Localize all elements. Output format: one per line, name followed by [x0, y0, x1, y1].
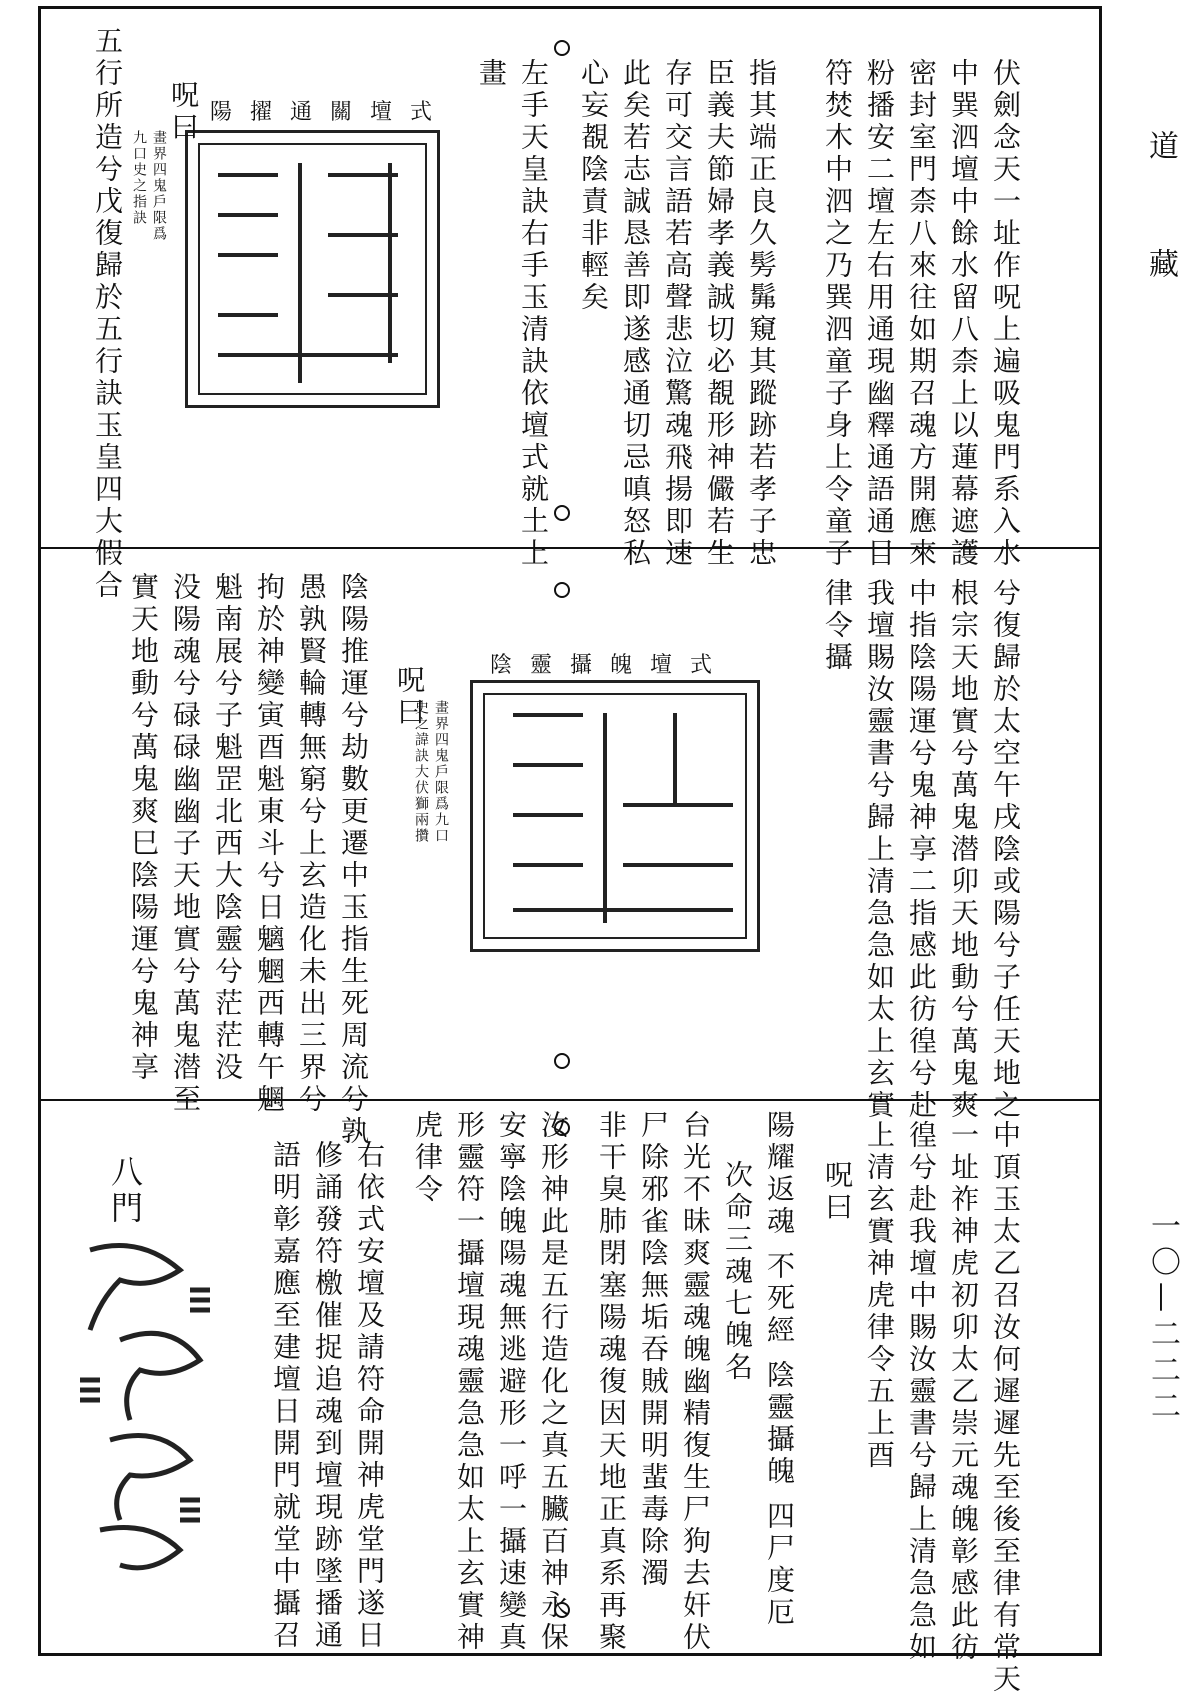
- small-annotation: 九口史之指訣: [131, 130, 147, 226]
- text-column: 符焚木中泗之乃巽泗童子身上令童子: [821, 58, 854, 570]
- text-column: 存可交言語若高聲悲泣驚魂飛揚即速: [661, 58, 694, 570]
- text-column: 上清玄實神虎律令五上酉: [863, 1120, 896, 1472]
- talisman-seal-yang: [185, 130, 440, 408]
- text-column: 實天地動兮萬鬼爽巳陰陽運兮鬼神享: [127, 572, 160, 1084]
- text-column: 中頂玉太乙召汝何遲遲先至後至律有常天: [989, 1120, 1022, 1696]
- divider-top: [41, 547, 1099, 549]
- text-column: 非干臭肺閉塞陽魂復因天地正真系再聚: [595, 1110, 628, 1654]
- text-column: 陽耀返魂 不死經 陰靈攝魄 四尸度厄: [763, 1110, 796, 1629]
- text-column: 徨兮赴我壇中賜汝靈書兮歸上清急急如: [905, 1120, 938, 1664]
- bagua-talisman-icon: [60, 1230, 230, 1590]
- text-column: 粉播安二壇左右用通現幽釋通語通目: [863, 58, 896, 570]
- text-column: 次命三魂七魄名: [721, 1160, 754, 1384]
- text-column: 根宗天地實兮萬鬼潜卯天地動兮萬鬼爽: [947, 578, 980, 1122]
- text-column: 五行所造兮戊復歸於五行訣玉皇四大假合: [91, 26, 124, 602]
- small-annotation: 史之諱訣大伏獅兩攢: [413, 700, 429, 844]
- circle-mark: [554, 1053, 570, 1069]
- page-number: 一〇—二二二: [1145, 1210, 1180, 1426]
- talisman-seal-yin: [470, 680, 760, 952]
- text-column: 呪曰: [393, 665, 426, 729]
- text-column: 臣義夫節婦孝義誠切必覩形神儼若生: [703, 58, 736, 570]
- text-column: 汝形神此是五行造化之真五臟百神永保: [537, 1110, 570, 1654]
- text-column: 心妄覩陰責非輕矣: [577, 58, 610, 314]
- text-column: 左手天皇訣右手玉清訣依壇式就土上: [517, 58, 550, 570]
- seal-title: 陰靈攝魄壇式: [490, 653, 731, 678]
- text-column: 畫: [475, 58, 508, 90]
- text-column: 我壇賜汝靈書兮歸上清急急如太上玄實: [863, 578, 896, 1122]
- circle-mark: [554, 582, 570, 598]
- text-column: 台光不昧爽靈魂魄幽精復生尸狗去奸伏: [679, 1110, 712, 1654]
- text-column: 律令攝: [821, 578, 854, 674]
- text-column: 愚孰賢輪轉無窮兮上玄造化未出三界兮: [295, 572, 328, 1116]
- text-column: 一址祚神虎初卯太乙崇元魂魄彰感此彷: [947, 1120, 980, 1664]
- text-column: 中巽泗壇中餘水留八柰上以蓮幕遮護: [947, 58, 980, 570]
- text-column: 陰陽推運兮劫數更遷中玉指生死周流兮孰: [337, 572, 370, 1148]
- small-annotation: 畫界四鬼戶限爲九口: [433, 700, 449, 844]
- text-column: 八門: [106, 1155, 144, 1227]
- margin-title-dao: 道: [1143, 130, 1178, 170]
- text-column: 右依式安壇及請符命開神虎堂門遂日: [353, 1140, 386, 1652]
- text-column: 形靈符一攝壇現魂靈急急如太上玄實神: [453, 1110, 486, 1654]
- text-column: 兮復歸於太空午戌陰或陽兮子任天地之: [989, 578, 1022, 1122]
- text-column: 安寧陰魄陽魂無逃避形一呼一攝速變真: [495, 1110, 528, 1654]
- text-column: 呪曰: [821, 1160, 854, 1224]
- text-column: 指其端正良久髣髴窺其蹤跡若孝子忠: [745, 58, 778, 570]
- circle-mark: [554, 1602, 570, 1618]
- margin-title-cang: 藏: [1143, 248, 1178, 288]
- text-column: 修誦發符檄催捉追魂到壇現跡墜播通: [311, 1140, 344, 1652]
- text-column: 此矣若志誠恳善即遂感通切忌嗔怒私: [619, 58, 652, 570]
- circle-mark: [554, 40, 570, 56]
- text-column: 中指陰陽運兮鬼神享二指感此彷徨兮赴: [905, 578, 938, 1122]
- text-column: 語明彰嘉應至建壇日開門就堂中攝召: [269, 1140, 302, 1652]
- seal-title: 陽擢通關壇式: [210, 100, 451, 125]
- text-column: 呪曰: [167, 80, 200, 144]
- circle-mark: [554, 505, 570, 521]
- text-column: 拘於神變寅酉魁東斗兮日魑魍西轉午魍: [253, 572, 286, 1116]
- circle-mark: [554, 1120, 570, 1136]
- text-column: 没陽魂兮碌碌幽幽子天地實兮萬鬼潜至: [169, 572, 202, 1116]
- small-annotation: 畫界四鬼戶限爲: [151, 130, 167, 242]
- text-column: 虎律令: [411, 1110, 444, 1206]
- text-column: 伏劍念天一址作呪上遍吸鬼門系入水: [989, 58, 1022, 570]
- text-column: 密封室門柰八來往如期召魂方開應來: [905, 58, 938, 570]
- text-column: 尸除邪雀陰無垢吞賊開明蜚毒除濁: [637, 1110, 670, 1590]
- text-column: 魁南展兮子魁罡北西大陰靈兮茫茫没: [211, 572, 244, 1084]
